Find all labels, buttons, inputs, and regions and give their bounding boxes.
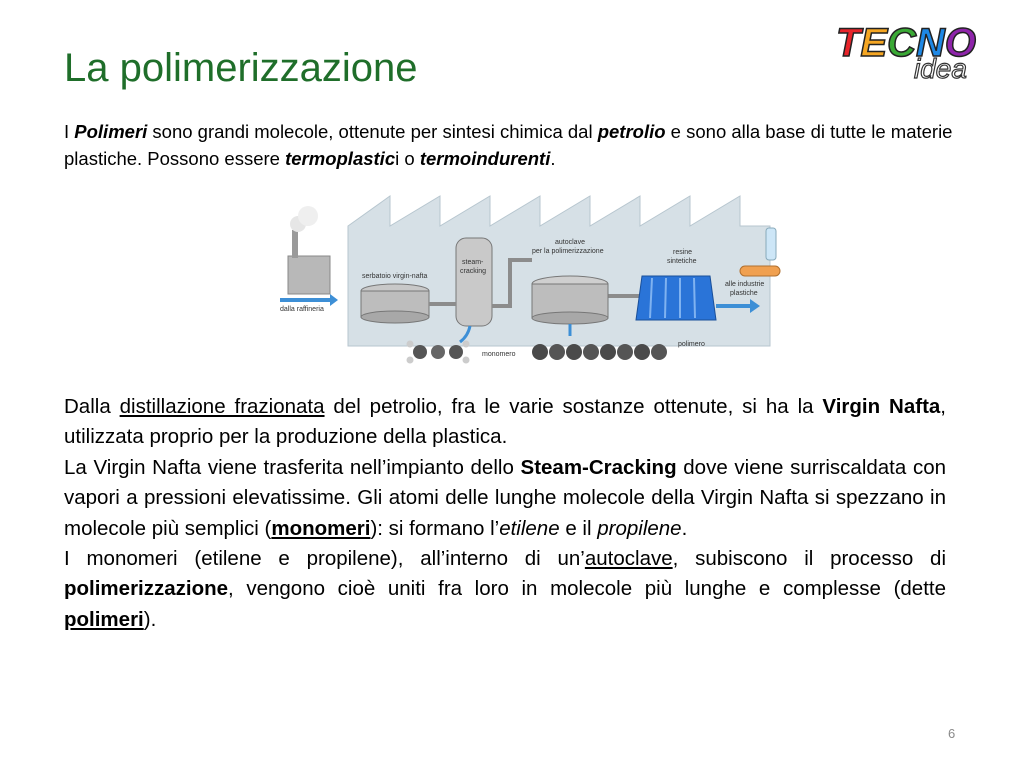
label-dalla-raffineria: dalla raffineria (280, 306, 324, 313)
logo-letter: C (887, 21, 917, 65)
logo-letter: O (944, 21, 977, 65)
term-propilene: propilene (597, 516, 682, 540)
term-autoclave: autoclave (584, 547, 673, 571)
term-termoindurenti: termoindurenti (419, 148, 551, 169)
label-industrie-2: plastiche (730, 290, 758, 297)
intro-paragraph: I Polimeri sono grandi molecole, ottenute per sintesi chimica dal petrolio e sono alla base di tutte le materie plastiche. Possono essere termoplastici o termoindurenti. (64, 121, 953, 169)
body-paragraph-2: La Virgin Nafta viene trasferita nell’impianto dello Steam-Cracking dove viene surriscaldata con vapori a pressioni elevatissime. Gli atomi delle lunghe molecole della Virgin Nafta si spezzano in molecole più semplici (monomeri): si formano l’etilene e il propilene. (64, 455, 946, 540)
label-industrie-1: alle industrie (725, 281, 765, 288)
body-paragraph-3: I monomeri (etilene e propilene), all’interno di un’autoclave, subiscono il processo di polimerizzazione, vengono cioè uniti fra loro in molecole più lunghe e complesse (dette polimeri). (64, 547, 946, 631)
body-text (64, 392, 946, 635)
term-petrolio: petrolio (597, 121, 666, 142)
arrow-from-refinery (280, 294, 338, 306)
label-steam-1: steam- (462, 259, 484, 266)
logo-letter: T (836, 21, 861, 65)
body-paragraph-1: Dalla distillazione frazionata del petrolio, fra le varie sostanze ottenute, si ha la Virgin Nafta, utilizzata proprio per la produzione della plastica. (64, 395, 946, 449)
label-monomero: monomero (482, 351, 516, 358)
tecno-idea-logo (832, 16, 1012, 86)
refinery-icon (288, 256, 330, 294)
logo-letter: N (916, 21, 945, 65)
pipe-product-icon (740, 266, 780, 276)
term-etilene: etilene (499, 516, 560, 540)
logo-letter: E (860, 21, 888, 65)
label-polimero: polimero (678, 341, 705, 348)
resin-container (636, 276, 716, 320)
logo-text-idea: idea (914, 53, 967, 84)
bottle-icon (766, 228, 776, 260)
term-polimerizzazione: polimerizzazione (64, 577, 229, 601)
steam-cracking-column (456, 238, 492, 326)
label-autoclave-2: per la polimerizzazione (532, 248, 604, 255)
label-autoclave-1: autoclave (555, 239, 585, 246)
polymerization-plant-diagram (270, 186, 785, 382)
term-polimeri: Polimeri (74, 121, 148, 142)
term-termoplastic: termoplastic (285, 148, 396, 169)
term-distillazione-frazionata: distillazione frazionata (119, 395, 325, 418)
label-resine-2: sintetiche (667, 258, 697, 265)
term-steam-cracking: Steam-Cracking (520, 455, 677, 479)
term-monomeri: monomeri (271, 516, 371, 540)
term-virgin-nafta: Virgin Nafta (822, 395, 941, 418)
page-number: 6 (948, 726, 956, 741)
label-steam-2: cracking (460, 268, 487, 275)
slide-title: La polimerizzazione (64, 46, 418, 90)
term-polimeri-final: polimeri (64, 607, 144, 631)
label-resine-1: resine (673, 249, 693, 256)
label-serbatoio: serbatoio virgin-nafta (362, 273, 428, 280)
